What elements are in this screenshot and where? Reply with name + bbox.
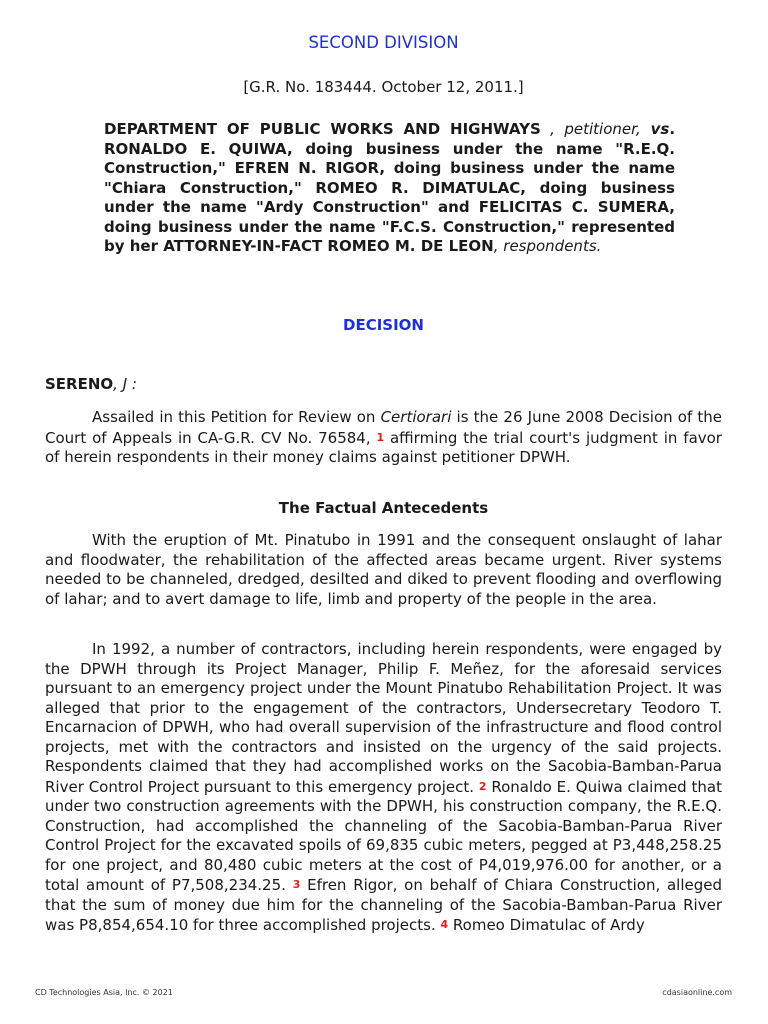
certiorari-term: Certiorari — [380, 408, 452, 426]
paragraph-3-text-d: Romeo Dimatulac of Ardy — [448, 916, 645, 934]
paragraph-2: With the eruption of Mt. Pinatubo in 1991 and the consequent onslaught of lahar and floodwater, the rehabilitation of the affected areas became urgent. River systems needed to be channeled, dredged, desilted and diked to prevent flooding and overflowing of lahar; and to avert damage to life, limb and property of the people in the area. — [45, 531, 722, 608]
paragraph-3 — [45, 640, 722, 936]
decision-heading: DECISION — [343, 316, 424, 334]
paragraph-3-text-b: Ronaldo E. Quiwa claimed that under two construction agreements with the DPWH, his construction company, the R.E.Q. Construction, had accomplished the channeling of the Sacobia-Bamban-Parua River Control Project for the excavated spoils of 69,835 cubic meters, pegged at P3,448,258.25 for one project, and 80,480 cubic meters at the cost of P4,019,976.00 for another, or a total amount of P7,508,234.25. — [45, 777, 722, 894]
footer-copyright: CD Technologies Asia, Inc. © 2021 — [35, 988, 173, 997]
paragraph-1-text-c: affirming the trial court's judgment in favor of herein respondents in their money claims against petitioner DPWH. — [45, 428, 722, 466]
petitioner-role: , petitioner, — [540, 120, 641, 138]
versus-label: vs — [650, 120, 670, 138]
footer-site: cdasiaonline.com — [662, 988, 732, 997]
footnote-link-2[interactable]: 2 — [478, 779, 487, 793]
ponente — [45, 375, 137, 393]
paragraph-1-text-a: Assailed in this Petition for Review on — [92, 408, 381, 426]
ponente-name: SERENO — [45, 375, 114, 393]
respondent-role: , respondents. — [493, 237, 602, 255]
section-heading: The Factual Antecedents — [278, 499, 489, 517]
paragraph-1-text-b: is the 26 June 2008 Decision of the Court of Appeals in CA-G.R. CV No. 76584, — [45, 408, 722, 447]
paragraph-3-text-c: Efren Rigor, on behalf of Chiara Construction, alleged that the sum of money due him for the channeling of the Sacobia-Bamban-Parua River was P8,854,654.10 for three accomplished projects. — [45, 876, 723, 934]
case-parties — [104, 120, 675, 257]
footnote-link-3[interactable]: 3 — [292, 878, 301, 891]
footnote-link-4[interactable]: 4 — [440, 918, 449, 931]
division-heading: SECOND DIVISION — [308, 33, 459, 52]
paragraph-3-text-a: In 1992, a number of contractors, including herein respondents, were engaged by the DPWH through its Project Manager, Philip F. Meñez, for the aforesaid services pursuant to an emergency project under the Mount Pinatubo Rehabilitation Project. It was alleged that prior to the engagement of the contractors, Undersecretary Teodoro T. Encarnacion of DPWH, who had overall supervision of the infrastructure and flood control projects, met with the contractors and insisted on the urgency of the said projects. Respondents claimed that they had accomplished works on the Sacobia-Bamban-Parua River Control Project pursuant to this emergency project. — [45, 640, 722, 796]
paragraph-1 — [45, 408, 722, 468]
case-number: [G.R. No. 183444. October 12, 2011.] — [243, 78, 524, 96]
petitioner-name: DEPARTMENT OF PUBLIC WORKS AND HIGHWAYS — [104, 120, 541, 138]
respondents-names: . RONALDO E. QUIWA, doing business under the name "R.E.Q. Construction," EFREN N. RIGOR, doing business under the name "Chiara Construction," ROMEO R. DIMATULAC, doing business under the name "Ardy Construction" and FELICITAS C. SUMERA, doing business under the name "F.C.S. Construction," represented by her ATTORNEY-IN-FACT ROMEO M. DE LEON — [104, 120, 676, 255]
ponente-title: , J : — [113, 375, 137, 393]
footnote-link-1[interactable]: 1 — [376, 430, 385, 444]
